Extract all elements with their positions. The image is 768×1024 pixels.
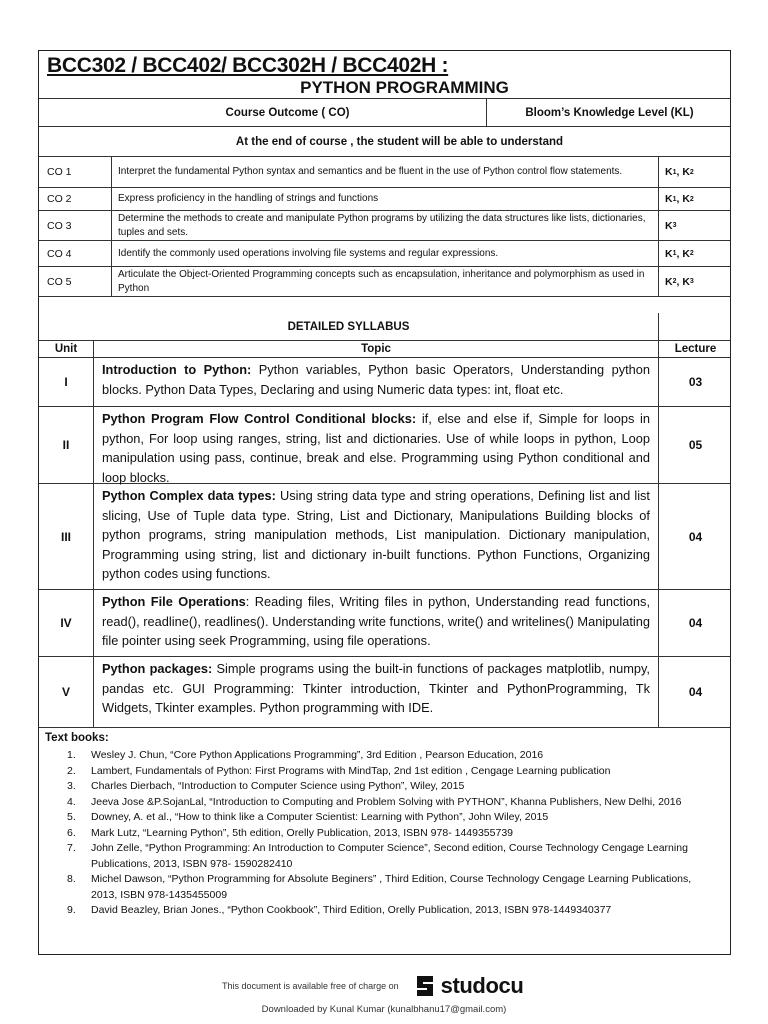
unit-number: II	[62, 438, 70, 452]
textbook-number: 1.	[67, 749, 76, 761]
syllabus-heading-spacer	[658, 313, 732, 340]
textbook-item	[39, 795, 730, 811]
unit-topic	[93, 407, 658, 483]
co-code: CO 2	[47, 193, 72, 205]
co-description: Identify the commonly used operations involving file systems and regular expressions.	[111, 241, 658, 266]
studocu-wordmark: studocu	[440, 973, 524, 998]
textbook-item	[39, 826, 730, 842]
studocu-logo-icon	[413, 972, 437, 1000]
unit-lecture-count: 04	[658, 657, 732, 727]
textbooks-section	[39, 728, 730, 954]
textbook-item	[39, 903, 730, 919]
unit-row	[39, 484, 730, 590]
download-note: Downloaded by Kunal Kumar (kunalbhanu17@gmail.com)	[261, 1004, 507, 1015]
unit-topic-body: : Reading files, Writing files in python, Understanding read functions, read(), readline(), readlines(). Understanding write functions, write() and writelines() Manipulating file pointer using seek Programming, using file operations.	[102, 594, 650, 648]
co-row	[39, 211, 730, 241]
unit-topic-body: Simple programs using the built-in functions of packages matplotlib, numpy, pandas etc. GUI Programming: Tkinter introduction, Tkinter and PythonProgramming, Tk Widgets, Tkinter examples. Python programming with IDE.	[102, 661, 650, 715]
textbook-number: 6.	[67, 826, 76, 839]
textbook-item	[39, 764, 730, 780]
co-knowledge-level	[658, 188, 732, 210]
co-intro-row	[39, 127, 730, 157]
unit-topic-heading: Python packages:	[102, 661, 213, 676]
unit-number: III	[60, 529, 71, 544]
textbooks-list	[39, 748, 730, 919]
course-header	[39, 51, 730, 99]
kl-subscript: 2	[689, 168, 694, 176]
textbook-item	[39, 841, 730, 872]
co-knowledge-level	[658, 211, 732, 240]
unit-column-header: Unit	[54, 343, 78, 355]
co-code: CO 3	[47, 219, 72, 232]
availability-note: This document is available free of charge on	[222, 981, 399, 991]
unit-topic-heading: Python Program Flow Control Conditional blocks:	[102, 411, 417, 426]
kl-subscript: 2	[689, 195, 694, 203]
co-code: CO 4	[47, 247, 72, 260]
unit-topic-body: Python variables, Python basic Operators, Understanding python blocks. Python Data Types, Declaring and using Numeric data types: int, float etc.	[102, 362, 650, 397]
syllabus-heading-row	[39, 313, 730, 341]
syllabus-column-header	[39, 341, 730, 358]
unit-topic	[93, 358, 658, 406]
kl-letter: , K	[676, 275, 690, 288]
co-row	[39, 241, 730, 267]
kl-letter: K	[665, 219, 673, 232]
syllabus-page	[38, 50, 731, 955]
unit-topic-body: if, else and else if, Simple for loops in python, For loop using ranges, string, list and dictionaries. Use of while loops in python, Loop manipulation using pass, continue, break and else. Programming using Python conditional and loop blocks.	[102, 411, 651, 485]
co-row	[39, 188, 730, 211]
kl-subscript: 1	[672, 168, 677, 176]
kl-letter: K	[665, 193, 673, 205]
kl-subscript: 3	[672, 222, 677, 229]
textbook-item	[39, 872, 730, 903]
unit-topic	[93, 657, 658, 727]
textbook-reference: Wesley J. Chun, “Core Python Applications Programming”, 3rd Edition , Pearson Education, 2016	[91, 749, 544, 761]
textbook-reference: Charles Dierbach, “Introduction to Computer Science using Python”, Wiley, 2015	[91, 780, 465, 792]
textbook-reference: Downey, A. et al., “How to think like a Computer Scientist: Learning with Python”, John Wiley, 2015	[91, 811, 549, 823]
co-column-header: Course Outcome ( CO)	[225, 106, 350, 119]
unit-number: I	[64, 375, 68, 389]
co-description: Articulate the Object-Oriented Programming concepts such as encapsulation, inheritance and polymorphism as used in Python	[111, 267, 658, 296]
kl-letter: K	[665, 166, 673, 178]
course-code: BCC302 / BCC402/ BCC302H / BCC402H :	[47, 54, 449, 77]
unit-number: V	[61, 685, 70, 699]
co-knowledge-level	[658, 241, 732, 266]
unit-topic-heading: Python File Operations	[102, 594, 246, 609]
textbook-item	[39, 779, 730, 795]
unit-topic	[93, 484, 658, 589]
syllabus-heading: DETAILED SYLLABUS	[287, 320, 410, 333]
unit-row	[39, 657, 730, 728]
co-knowledge-level	[658, 267, 732, 296]
studocu-logo[interactable]	[413, 972, 524, 1000]
course-title: PYTHON PROGRAMMING	[300, 78, 509, 97]
kl-letter: , K	[676, 193, 690, 205]
topic-column-header: Topic	[93, 341, 658, 357]
co-description: Interpret the fundamental Python syntax and semantics and be fluent in the use of Python control flow statements.	[111, 157, 658, 187]
kl-subscript: 2	[672, 278, 677, 285]
textbook-reference: Jeeva Jose &P.SojanLal, “Introduction to Computing and Problem Solving with PYTHON”, Khanna Publishers, New Delhi, 2016	[91, 795, 682, 808]
kl-subscript: 2	[689, 250, 694, 257]
kl-subscript: 3	[689, 278, 694, 285]
co-row	[39, 157, 730, 188]
lecture-column-header: Lecture	[658, 341, 732, 357]
kl-subscript: 1	[672, 250, 677, 257]
textbook-number: 9.	[67, 904, 76, 916]
co-description: Determine the methods to create and manipulate Python programs by utilizing the data structures like lists, dictionaries, tuples and sets.	[111, 211, 658, 240]
co-code: CO 1	[47, 166, 72, 178]
kl-letter: K	[665, 275, 673, 288]
co-header-row	[39, 99, 730, 127]
textbook-reference: Mark Lutz, “Learning Python”, 5th edition, Orelly Publication, 2013, ISBN 978- 1449355739	[91, 826, 514, 839]
textbook-reference: John Zelle, “Python Programming: An Introduction to Computer Science”, Second edition, Course Technology Cengage Learning Publications, 2013, ISBN 978- 1590282410	[91, 842, 688, 870]
unit-lecture-count: 05	[658, 407, 732, 483]
textbook-reference: Lambert, Fundamentals of Python: First Programs with MindTap, 2nd 1st edition , Cengage Learning publication	[91, 764, 611, 777]
co-code: CO 5	[47, 275, 72, 288]
unit-topic-body: Using string data type and string operations, Defining list and list slicing, Use of Tuple data type. String, List and Dictionary, Manipulations Building blocks of python programs, string manipulation methods, List manipulation. Dictionary manipulation, Programming using string, list and dictionary in-built functions. Python Functions, Organizing python codes using functions.	[102, 488, 650, 581]
textbook-number: 3.	[67, 780, 76, 792]
unit-lecture-count: 04	[658, 484, 732, 589]
unit-row	[39, 590, 730, 657]
textbooks-title: Text books:	[45, 732, 109, 744]
textbook-number: 4.	[67, 795, 76, 808]
co-description: Express proficiency in the handling of strings and functions	[111, 188, 658, 210]
unit-row	[39, 358, 730, 407]
textbook-item	[39, 810, 730, 826]
textbook-number: 8.	[67, 873, 76, 885]
textbook-number: 7.	[67, 842, 76, 854]
kl-column-header: Bloom’s Knowledge Level (KL)	[486, 99, 732, 126]
kl-letter: , K	[676, 166, 690, 178]
kl-subscript: 1	[672, 195, 677, 203]
textbook-number: 2.	[67, 764, 76, 777]
unit-topic-heading: Python Complex data types:	[102, 488, 276, 503]
textbook-reference: Michel Dawson, “Python Programming for Absolute Beginers” , Third Edition, Course Technology Cengage Learning Publications, 2013, ISBN 978-1435455009	[91, 873, 692, 901]
kl-letter: K	[665, 247, 673, 260]
unit-number: IV	[60, 616, 72, 630]
unit-row	[39, 407, 730, 484]
unit-lecture-count: 04	[658, 590, 732, 656]
unit-lecture-count: 03	[658, 358, 732, 406]
co-knowledge-level	[658, 157, 732, 187]
co-row	[39, 267, 730, 297]
unit-topic	[93, 590, 658, 656]
textbook-number: 5.	[67, 811, 76, 823]
kl-letter: , K	[676, 247, 690, 260]
unit-topic-heading: Introduction to Python:	[102, 362, 252, 377]
textbook-reference: David Beazley, Brian Jones., “Python Cookbook”, Third Edition, Orelly Publication, 2013, ISBN 978-1449340377	[91, 904, 612, 916]
studocu-footer	[222, 968, 552, 1004]
co-intro-text: At the end of course , the student will be able to understand	[235, 135, 564, 148]
textbook-item	[39, 748, 730, 764]
